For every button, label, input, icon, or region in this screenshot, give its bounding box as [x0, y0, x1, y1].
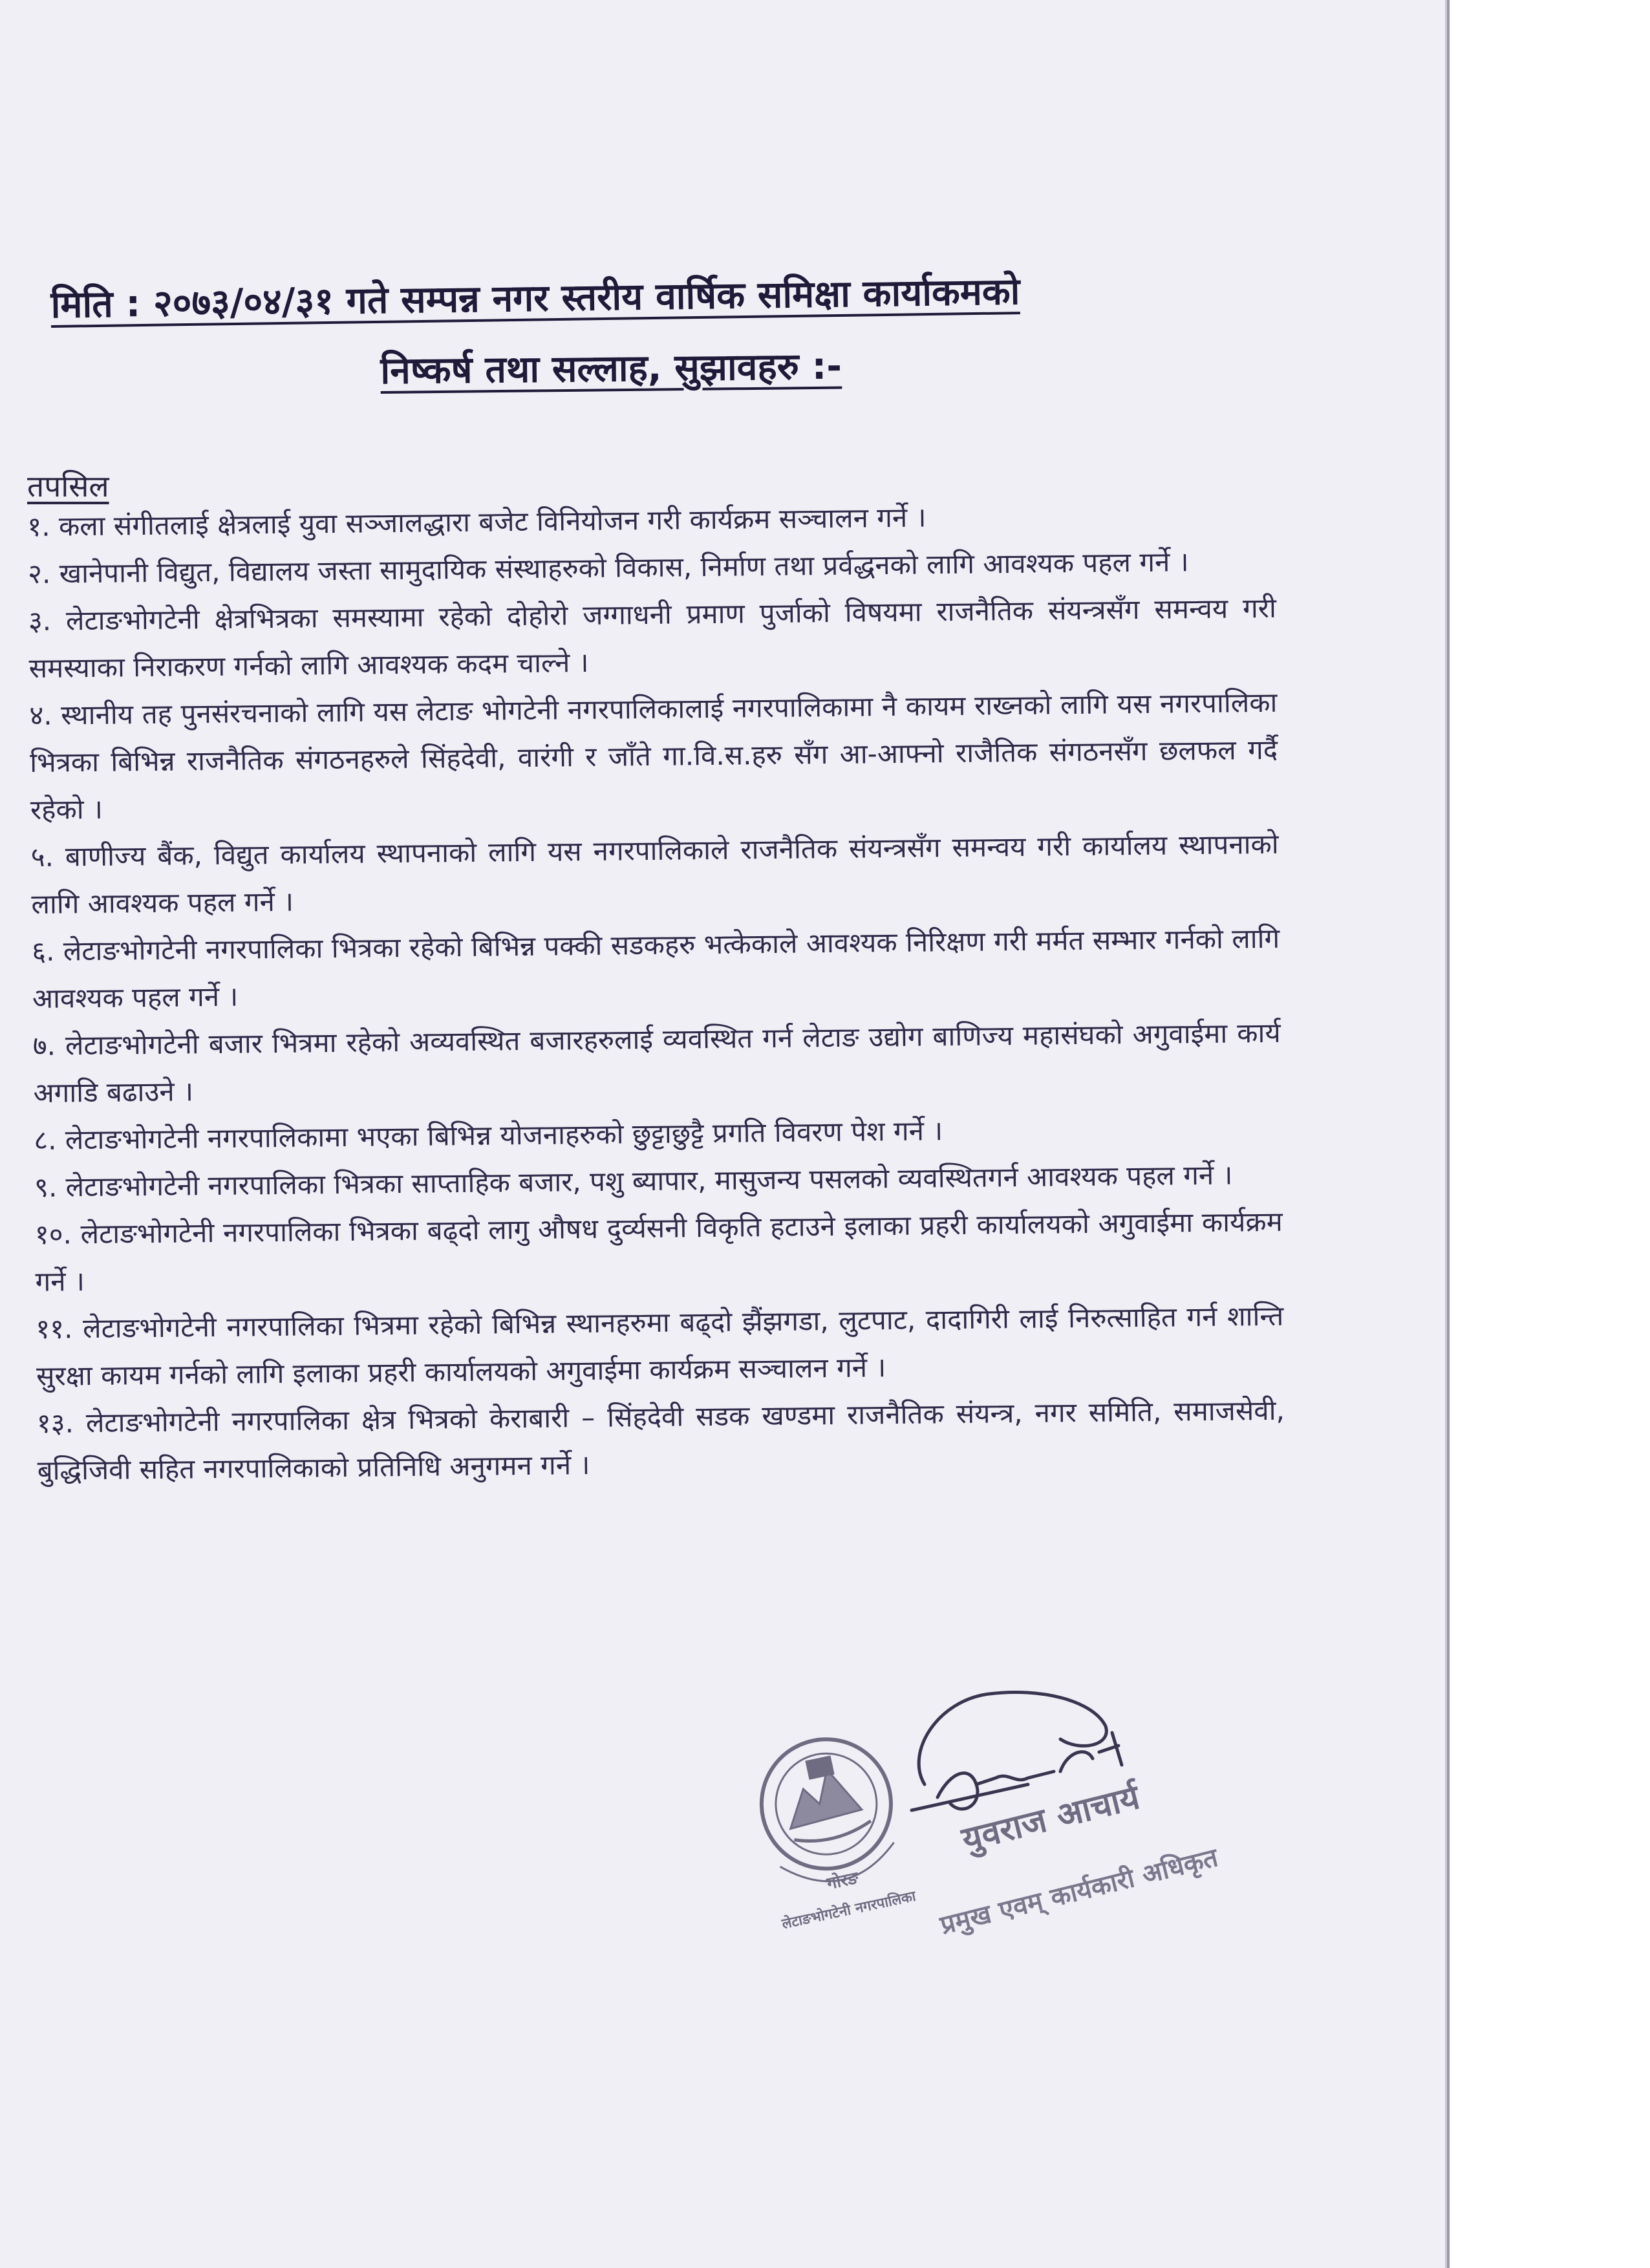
list-item: ३. लेटाङभोगटेनी क्षेत्रभित्रका समस्यामा रहेको दोहोरो जग्गाधनी प्रमाण पुर्जाको विषयमा राजनैतिक संयन्त्रसँग समन्वय गरी समस्याका निराकरण गर्नको लागि आवश्यक कदम चाल्ने ।: [28, 592, 1277, 684]
list-item: ७. लेटाङभोगटेनी बजार भित्रमा रहेको अव्यवस्थित बजारहरुलाई व्यवस्थित गर्न लेटाङ उद्योग बाणिज्य महासंघको अगुवाईमा कार्य अगाडि बढाउने ।: [32, 1016, 1281, 1109]
signer-name: युवराज आचार्य: [958, 1777, 1144, 1859]
list-item: १३. लेटाङभोगटेनी नगरपालिका क्षेत्र भित्रको केराबारी – सिंहदेवी सडक खण्डमा राजनैतिक संयन्त्र, नगर समिति, समाजसेवी, बुद्धिजिवी सहित नगरपालिकाको प्रतिनिधि अनुगमन गर्ने ।: [36, 1394, 1285, 1486]
signer-title: प्रमुख एवम् कार्यकारी अधिकृत: [937, 1843, 1221, 1941]
list-item: १. कला संगीतलाई क्षेत्रलाई युवा सञ्जालद्धारा बजेट विनियोजन गरी कार्यक्रम सञ्चालन गर्ने ।: [27, 501, 927, 542]
svg-text:लेटाङभोगटेनी नगरपालिका: लेटाङभोगटेनी नगरपालिका: [780, 1888, 917, 1933]
document-title-line-1: मिति : २०७३/०४/३१ गते सम्पन्न नगर स्तरीय वार्षिक समिक्षा कार्याकमको: [50, 270, 1020, 326]
list-item: ४. स्थानीय तह पुनसंरचनाको लागि यस लेटाङ भोगटेनी नगरपालिकालाई नगरपालिकामा नै कायम राख्नको लागि यस नगरपालिका भित्रका बिभिन्न राजनैतिक संगठनहरुले सिंहदेवी, वारंगी र जाँते गा.वि.स.हरु सँग आ-आफ्नो राजैतिक संगठनसँग छलफल गर्दै रहेको ।: [29, 686, 1278, 826]
list-item: ९. लेटाङभोगटेनी नगरपालिका भित्रका साप्ताहिक बजार, पशु ब्यापार, मासुजन्य पसलको व्यवस्थितगर्न आवश्यक पहल गर्ने ।: [34, 1159, 1233, 1203]
list-item: ११. लेटाङभोगटेनी नगरपालिका भित्रमा रहेको बिभिन्न स्थानहरुमा बढ्दो झैंझगडा, लुटपाट, दादागिरी लाई निरुत्साहित गर्न शान्ति सुरक्षा कायम गर्नको लागि इलाका प्रहरी कार्यालयको अगुवाईमा कार्यक्रम सञ्चालन गर्ने ।: [36, 1300, 1284, 1392]
list-item: ६. लेटाङभोगटेनी नगरपालिका भित्रका रहेको बिभिन्न पक्की सडकहरु भत्केकाले आवश्यक निरिक्षण गरी मर्मत सम्भार गर्नको लागि आवश्यक पहल गर्ने ।: [32, 922, 1280, 1014]
document-title-line-2: निष्कर्ष तथा सल्लाह, सुझावहरु :-: [380, 345, 842, 392]
list-item: १०. लेटाङभोगटेनी नगरपालिका भित्रका बढ्दो लागु औषध दुर्व्यसनी विकृति हटाउने इलाका प्रहरी कार्यालयको अगुवाईमा कार्यक्रम गर्ने ।: [34, 1205, 1283, 1298]
list-item: ५. बाणीज्य बैंक, विद्युत कार्यालय स्थापनाको लागि यस नगरपालिकाले राजनैतिक संयन्त्रसँग समन्वय गरी कार्यालय स्थापनाको लागि आवश्यक पहल गर्ने ।: [30, 828, 1279, 920]
list-item: ८. लेटाङभोगटेनी नगरपालिकामा भएका बिभिन्न योजनाहरुको छुट्टाछुट्टै प्रगति विवरण पेश गर्ने ।: [34, 1115, 943, 1156]
list-item: २. खानेपानी विद्युत, विद्यालय जस्ता सामुदायिक संस्थाहरुको विकास, निर्माण तथा प्रर्वद्धनको लागि आवश्यक पहल गर्ने ।: [27, 546, 1189, 590]
scan-margin: [1447, 0, 1650, 2268]
svg-text:गोरङ: गोरङ: [825, 1868, 861, 1894]
section-label: तपसिल: [27, 469, 109, 504]
recommendation-list: [27, 490, 1285, 1494]
